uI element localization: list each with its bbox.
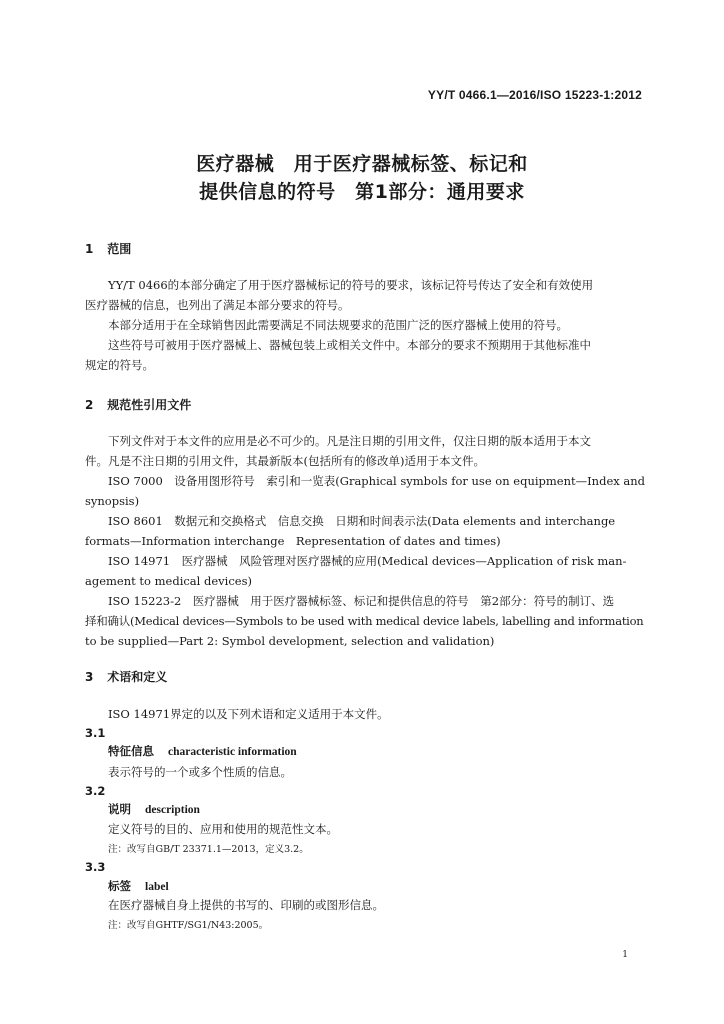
term-definition: 在医疗器械自身上提供的书写的、印刷的或图形信息。 <box>108 898 384 912</box>
paragraph-line: 医疗器械的信息，也列出了满足本部分要求的符号。 <box>85 298 350 312</box>
term-heading <box>108 878 169 894</box>
section-title: 范围 <box>107 242 132 256</box>
section-title: 术语和定义 <box>107 670 168 684</box>
section-number: 2 <box>85 398 94 412</box>
term-note: 注：改写自GHTF/SG1/N43:2005。 <box>108 920 269 931</box>
section-3-intro <box>85 704 645 724</box>
section-1-heading <box>85 240 131 257</box>
reference-line: ISO 14971 医疗器械 风险管理对医疗器械的应用(Medical devices—Application of risk man- <box>108 554 627 568</box>
paragraph-line: YY/T 0466的本部分确定了用于医疗器械标记的符号的要求，该标记符号传达了安全和有效使用 <box>108 278 594 292</box>
term-definition: 定义符号的目的、应用和使用的规范性文本。 <box>108 822 338 836</box>
section-2-heading <box>85 396 191 413</box>
paragraph-line: 本部分适用于在全球销售因此需要满足不同法规要求的范围广泛的医疗器械上使用的符号。 <box>108 318 568 332</box>
document-title-line-2: 提供信息的符号 第1部分：通用要求 <box>199 181 525 203</box>
term-zh: 标签 <box>108 879 131 893</box>
term-note: 注：改写自GB/T 23371.1—2013，定义3.2。 <box>108 844 309 855</box>
section-1-body <box>85 275 645 375</box>
page-number: 1 <box>622 950 628 960</box>
term-definition: 表示符号的一个或多个性质的信息。 <box>108 765 292 779</box>
term-number: 3.2 <box>85 784 106 798</box>
paragraph-line: 这些符号可被用于医疗器械上、器械包装上或相关文件中。本部分的要求不预期用于其他标准中 <box>108 338 591 352</box>
section-3-heading <box>85 668 167 685</box>
reference-line: 择和确认(Medical devices—Symbols to be used with medical device labels, labelling and information <box>85 614 644 628</box>
term-en: description <box>145 804 200 816</box>
reference-line: synopsis) <box>85 494 140 508</box>
paragraph-line: ISO 14971界定的以及下列术语和定义适用于本文件。 <box>108 707 389 721</box>
reference-line: ISO 8601 数据元和交换格式 信息交换 日期和时间表示法(Data elements and interchange <box>108 514 616 528</box>
document-title-line-1: 医疗器械 用于医疗器械标签、标记和 <box>196 153 528 175</box>
section-number: 3 <box>85 670 94 684</box>
reference-line: formats—Information interchange Representation of dates and times) <box>85 534 501 548</box>
term-heading <box>108 743 297 759</box>
term-en: label <box>145 881 169 893</box>
term-en: characteristic information <box>168 746 297 758</box>
term-number: 3.3 <box>85 860 106 874</box>
term-zh: 特征信息 <box>108 744 154 758</box>
reference-line: to be supplied—Part 2: Symbol development, selection and validation) <box>85 634 495 648</box>
section-title: 规范性引用文件 <box>107 398 192 412</box>
reference-line: agement to medical devices) <box>85 574 252 588</box>
paragraph-line: 下列文件对于本文件的应用是必不可少的。凡是注日期的引用文件，仅注日期的版本适用于本文 <box>108 434 591 448</box>
term-number: 3.1 <box>85 726 106 740</box>
paragraph-line: 件。凡是不注日期的引用文件，其最新版本(包括所有的修改单)适用于本文件。 <box>85 454 485 468</box>
standard-code: YY/T 0466.1—2016/ISO 15223-1:2012 <box>427 88 642 102</box>
reference-line: ISO 15223-2 医疗器械 用于医疗器械标签、标记和提供信息的符号 第2部分：符号的制订、选 <box>108 594 615 608</box>
term-zh: 说明 <box>108 802 131 816</box>
section-number: 1 <box>85 242 94 256</box>
section-2-body <box>85 431 645 651</box>
term-heading <box>108 801 200 817</box>
paragraph-line: 规定的符号。 <box>85 358 154 372</box>
reference-line: ISO 7000 设备用图形符号 索引和一览表(Graphical symbols for use on equipment—Index and <box>108 474 646 488</box>
